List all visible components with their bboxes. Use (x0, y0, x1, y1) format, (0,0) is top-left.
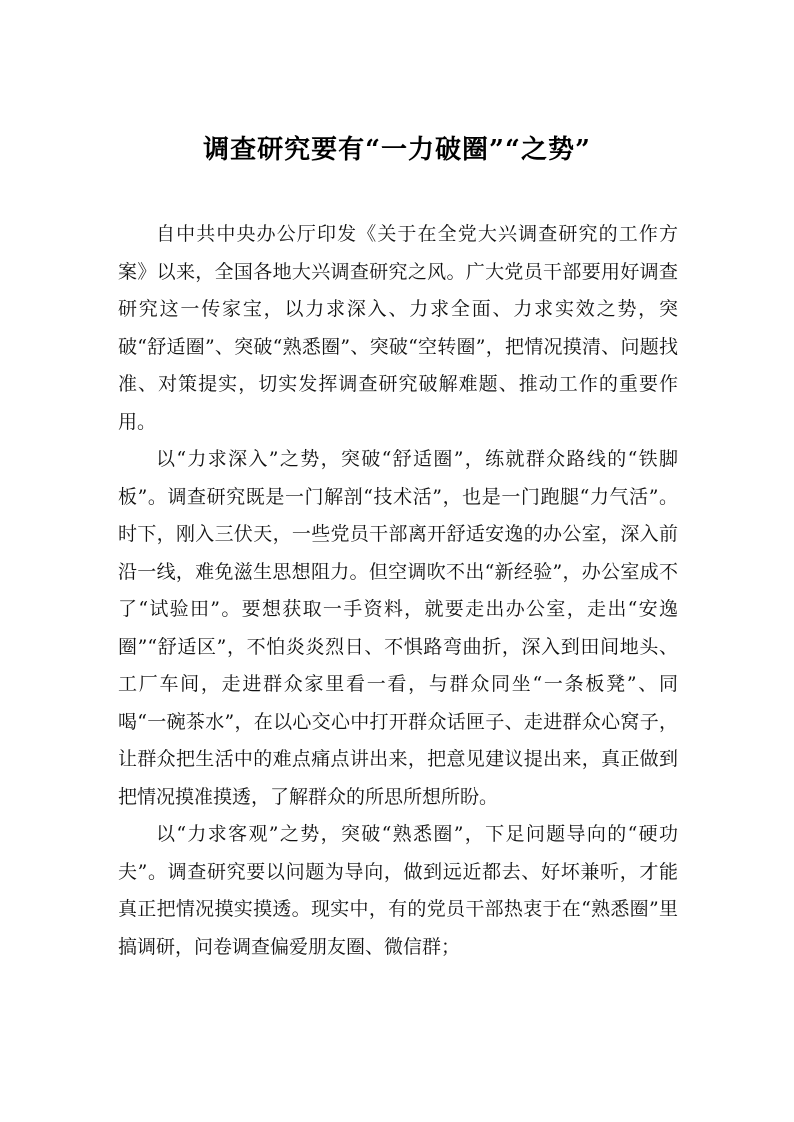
document-title: 调查研究要有“一力破圈”“之势” (203, 135, 591, 165)
paragraph-in-depth: 以“力求深入”之势，突破“舒适圈”，练就群众路线的“铁脚板”。调查研究既是一门解剖“技术活”，也是一门跑腿“力气活”。时下，刚入三伏天，一些党员干部离开舒适安逸的办公室，深入前沿一线，难免滋生思想阻力。但空调吹不出“新经验”，办公室成不了“试验田”。要想获取一手资料，就要走出办公室，走出“安逸圈”“舒适区”，不怕炎炎烈日、不惧路弯曲折，深入到田间地头、工厂车间，走进群众家里看一看，与群众同坐“一条板凳”、同喝“一碗茶水”，在以心交心中打开群众话匣子、走进群众心窝子，让群众把生活中的难点痛点讲出来，把意见建议提出来，真正做到把情况摸准摸透，了解群众的所思所想所盼。 (118, 448, 678, 808)
paragraph-objective: 以“力求客观”之势，突破“熟悉圈”，下足问题导向的“硬功夫”。调查研究要以问题为导向，做到远近都去、好坏兼听，才能真正把情况摸实摸透。现实中，有的党员干部热衷于在“熟悉圈”里搞调研，问卷调查偏爱朋友圈、微信群； (118, 823, 678, 958)
document-body (118, 216, 678, 966)
paragraph-intro: 自中共中央办公厅印发《关于在全党大兴调查研究的工作方案》以来，全国各地大兴调查研究之风。广大党员干部要用好调查研究这一传家宝，以力求深入、力求全面、力求实效之势，突破“舒适圈”、突破“熟悉圈”、突破“空转圈”，把情况摸清、问题找准、对策提实，切实发挥调查研究破解难题、推动工作的重要作用。 (118, 223, 678, 433)
